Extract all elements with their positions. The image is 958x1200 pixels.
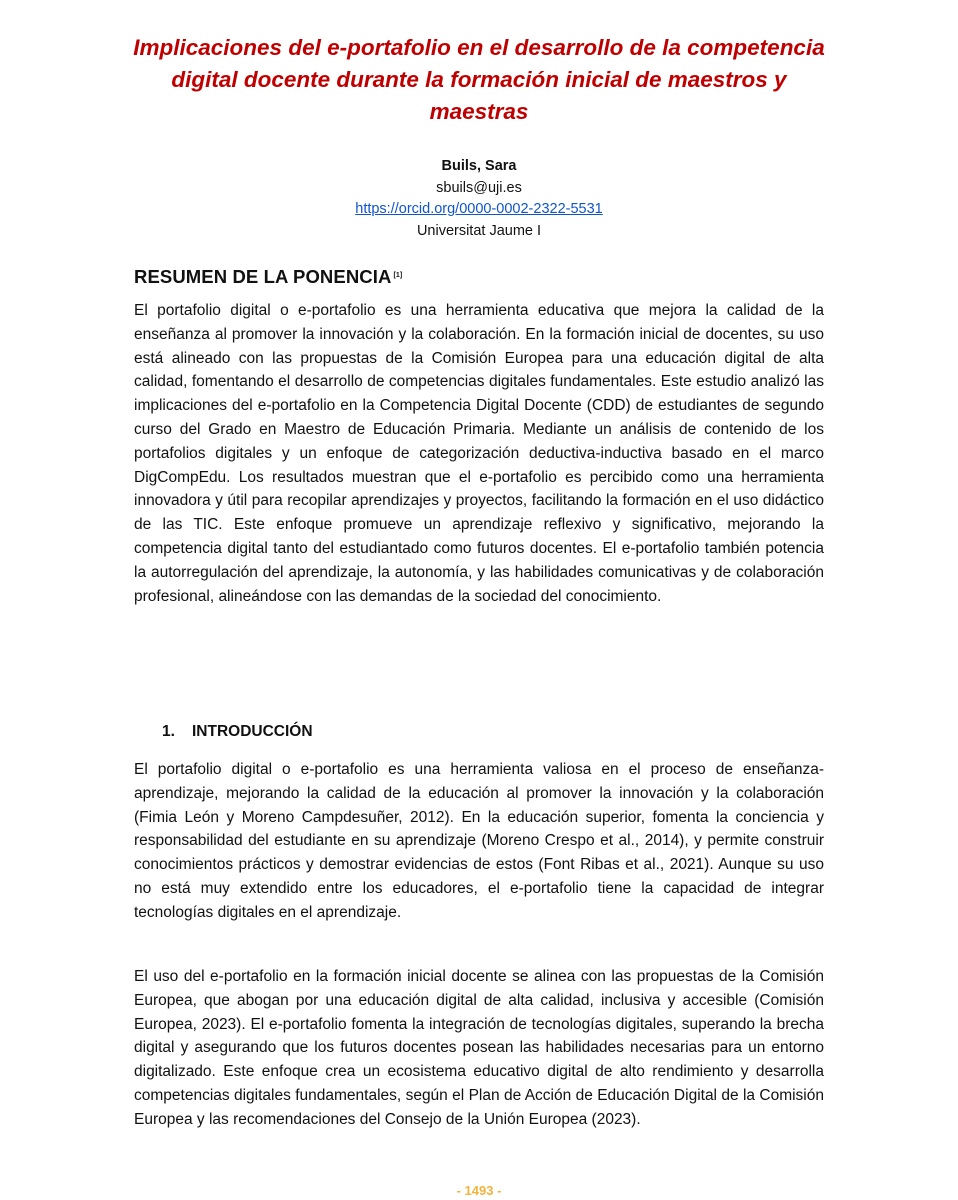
introduction-heading <box>162 723 313 741</box>
author-email: sbuils@uji.es <box>436 179 522 196</box>
abstract-heading <box>134 266 402 288</box>
orcid-link[interactable]: https://orcid.org/0000-0002-2322-5531 <box>355 201 603 217</box>
page-number: - 1493 - <box>456 1183 502 1198</box>
author-name: Buils, Sara <box>441 158 517 174</box>
footnote-ref[interactable]: [1] <box>393 272 403 279</box>
abstract-heading-text: RESUMEN DE LA PONENCIA <box>134 266 392 287</box>
section-number: 1. <box>162 723 175 740</box>
intro-paragraph-2: El uso del e-portafolio en la formación inicial docente se alinea con las propuestas de la Comisión Europea, que abogan por una educación digital de alta calidad, inclusiva y accesible (Comisión Europea, 2023). El e-portafolio fomenta la integración de tecnologías digitales, superando la brecha digital y asegurando que los futuros docentes posean las habilidades necesarias para un entorno digitalizado. Este enfoque crea un ecosistema educativo digital de alto rendimiento y desarrolla competencias digitales fundamentales, según el Plan de Acción de Educación Digital de la Comisión Europea y las recomendaciones del Consejo de la Unión Europea (2023). <box>134 968 824 1128</box>
abstract-text: El portafolio digital o e-portafolio es una herramienta educativa que mejora la calidad de la enseñanza al promover la innovación y la colaboración. En la formación inicial de docentes, su uso está alineado con las propuestas de la Comisión Europea para una educación digital de alta calidad, fomentando el desarrollo de competencias digitales fundamentales. Este estudio analizó las implicaciones del e-portafolio en la Competencia Digital Docente (CDD) de estudiantes de segundo curso del Grado en Maestro de Educación Primaria. Mediante un análisis de contenido de los portafolios digitales y un enfoque de categorización deductiva-inductiva basado en el marco DigCompEdu. Los resultados muestran que el e-portafolio es percibido como una herramienta innovadora y útil para recopilar aprendizajes y proyectos, facilitando la formación en el uso didáctico de las TIC. Este enfoque promueve un aprendizaje reflexivo y significativo, mejorando la competencia digital tanto del estudiantado como futuros docentes. El e-portafolio también potencia la autorregulación del aprendizaje, la autonomía, y las habilidades comunicativas y de colaboración profesional, alineándose con las demandas de la sociedad del conocimiento. <box>134 302 824 605</box>
intro-paragraph-1: El portafolio digital o e-portafolio es una herramienta valiosa en el proceso de enseñanza-aprendizaje, mejorando la calidad de la educación al promover la innovación y la colaboración (Fimia León y Moreno Campdesuñer, 2012). En la educación superior, fomenta la conciencia y responsabilidad del estudiante en su aprendizaje (Moreno Crespo et al., 2014), y permite construir conocimientos prácticos y demostrar evidencias de estos (Font Ribas et al., 2021). Aunque su uso no está muy extendido entre los educadores, el e-portafolio tiene la capacidad de integrar tecnologías digitales en el aprendizaje. <box>134 761 824 921</box>
author-block <box>279 156 679 242</box>
paper-title: Implicaciones del e-portafolio en el desarrollo de la competencia digital docente durante la formación inicial de maestros y maestras <box>133 35 825 124</box>
author-affiliation: Universitat Jaume I <box>416 222 542 239</box>
section-title: INTRODUCCIÓN <box>192 723 313 740</box>
